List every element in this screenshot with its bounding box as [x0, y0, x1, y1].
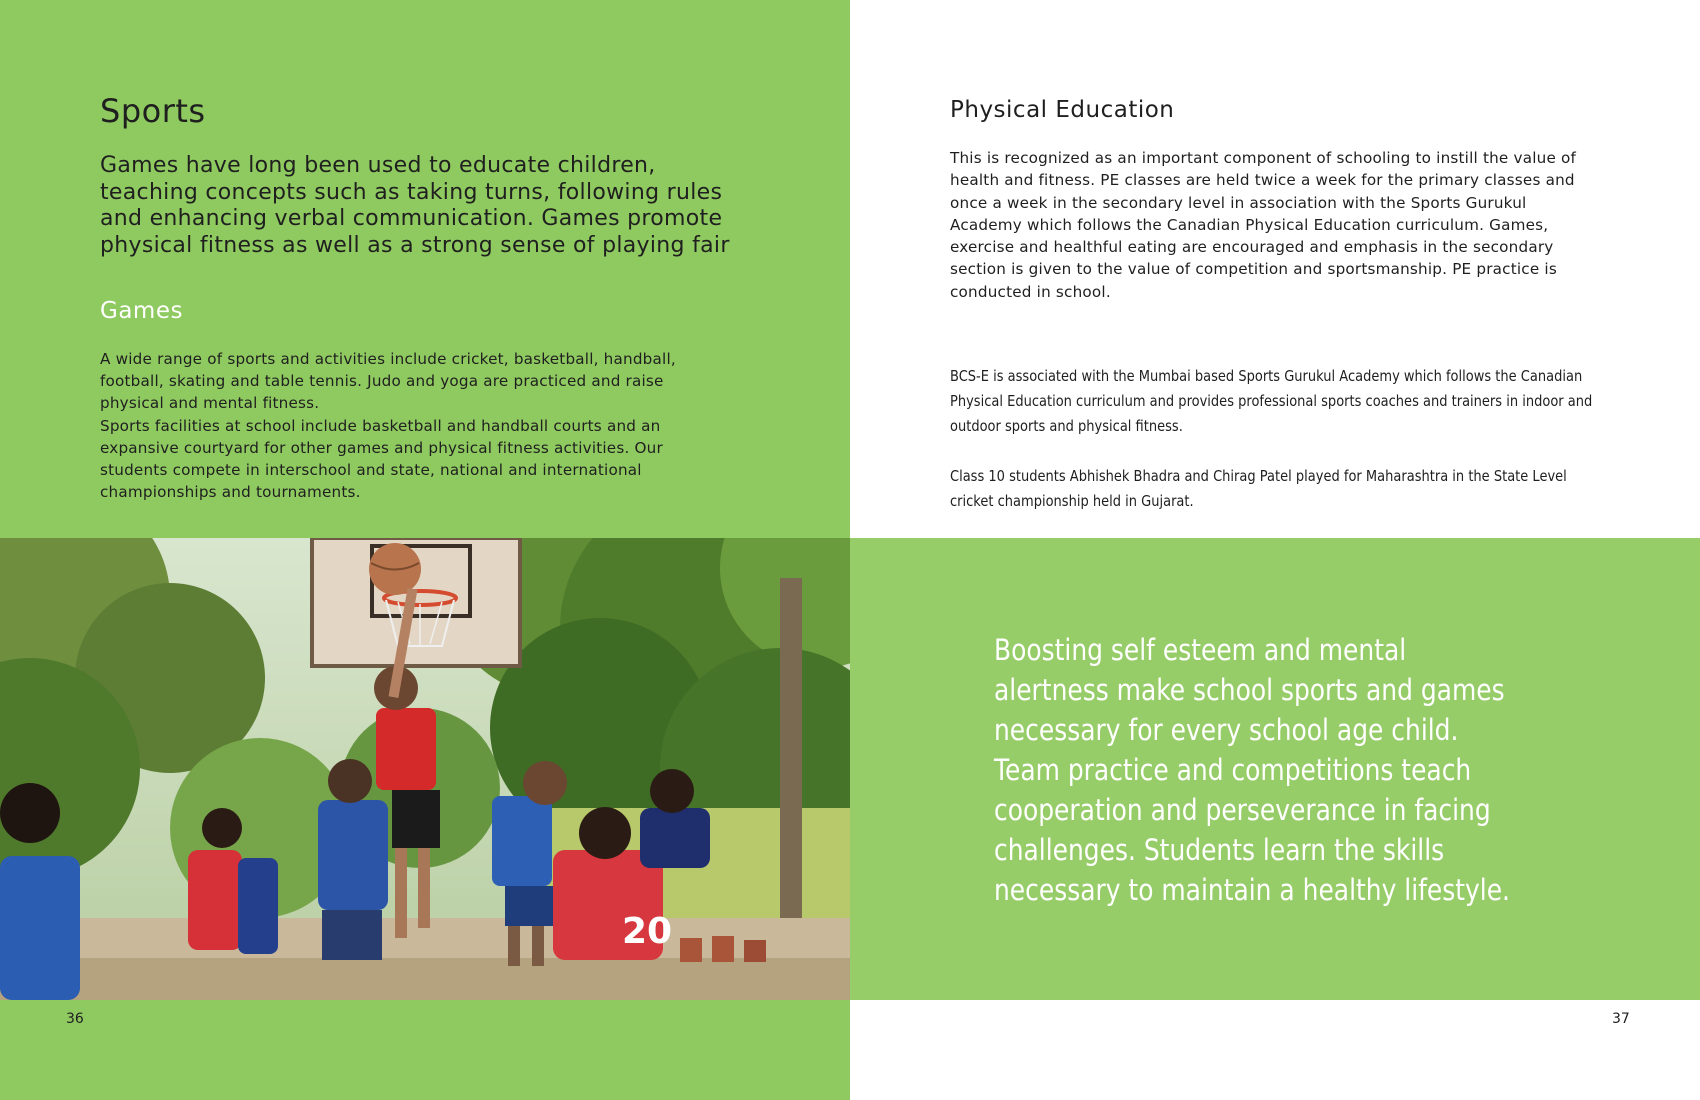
- facilities-paragraph: Sports facilities at school include basketball and handball courts and an expansive courtyard for other games and physical fitness activities. Our students compete in interschool and state, national and international championships and tournaments.: [100, 417, 663, 501]
- pull-quote: Boosting self esteem and mental alertness make school sports and games necessary for every school age child. Team practice and competitions teach cooperation and perseverance in facing challenges. Students learn the skills necessary to maintain a healthy lifestyle.: [994, 633, 1510, 907]
- page-number-left: 36: [66, 1011, 84, 1027]
- intro-paragraph: Games have long been used to educate children, teaching concepts such as taking turns, following rules and enhancing verbal communication. Games promote physical fitness as well as a strong sense of playing fair: [100, 153, 730, 258]
- basketball-photo: [0, 538, 850, 1000]
- achievement-paragraph: Class 10 students Abhishek Bhadra and Chirag Patel played for Maharashtra in the State Level cricket championship held in Gujarat.: [950, 467, 1567, 510]
- games-heading: Games: [100, 298, 183, 324]
- games-paragraph: A wide range of sports and activities include cricket, basketball, handball, football, skating and table tennis. Judo and yoga are practiced and raise physical and mental fitness.: [100, 350, 676, 412]
- pe-paragraph: This is recognized as an important component of schooling to instill the value of health and fitness. PE classes are held twice a week for the primary classes and once a week in the secondary level in association with the Sports Gurukul Academy which follows the Canadian Physical Education curriculum. Games, exercise and healthful eating are encouraged and emphasis in the secondary section is given to the value of competition and sportsmanship. PE practice is conducted in school.: [950, 149, 1577, 301]
- section-title: Physical Education: [950, 97, 1175, 123]
- page-number-right: 37: [1612, 1011, 1630, 1027]
- page-title: Sports: [100, 92, 206, 130]
- association-paragraph: BCS-E is associated with the Mumbai based Sports Gurukul Academy which follows the Canadian Physical Education curriculum and provides professional sports coaches and trainers in indoor and outdoor sports and physical fitness.: [950, 367, 1593, 435]
- jersey-number: 20: [622, 911, 673, 952]
- left-footer-panel: [0, 1000, 850, 1100]
